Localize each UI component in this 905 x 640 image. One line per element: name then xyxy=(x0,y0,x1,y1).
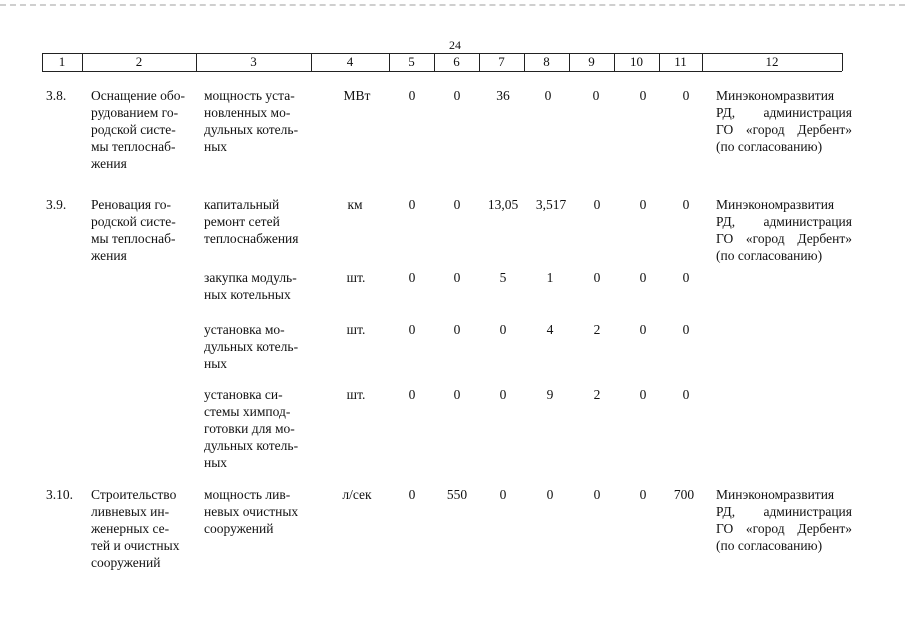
column-header-3: 3 xyxy=(250,54,257,69)
value-cell: 0 xyxy=(639,322,647,337)
executor-line: Минэкономразвития xyxy=(716,487,835,502)
column-header-2: 2 xyxy=(135,54,143,69)
value-cell: 2 xyxy=(593,387,601,402)
scan-edge-dashes xyxy=(0,4,905,6)
value-cell: 0 xyxy=(639,270,647,285)
value-cell: 1 xyxy=(546,270,554,285)
value-cell: 0 xyxy=(544,88,552,103)
executor-line: ГО «город Дербент» xyxy=(716,231,852,246)
value-cell: 9 xyxy=(546,387,554,402)
unit: шт. xyxy=(346,322,366,337)
value-cell: 0 xyxy=(639,197,647,212)
value-cell: 0 xyxy=(593,197,601,212)
unit: шт. xyxy=(346,270,366,285)
value-cell: 0 xyxy=(408,88,416,103)
value-cell: 0 xyxy=(682,88,690,103)
value-cell: 0 xyxy=(408,322,416,337)
column-header-9: 9 xyxy=(588,54,595,69)
value-cell: 0 xyxy=(639,487,647,502)
executor-line: ГО «город Дербент» xyxy=(716,521,852,536)
executor-line: Минэкономразвития xyxy=(716,88,835,103)
page-number: 24 xyxy=(449,38,461,52)
column-header-11: 11 xyxy=(674,54,687,69)
column-header-12: 12 xyxy=(765,54,779,69)
value-cell: 0 xyxy=(408,487,416,502)
value-cell: 550 xyxy=(446,487,468,502)
value-cell: 2 xyxy=(593,322,601,337)
value-cell: 0 xyxy=(453,88,461,103)
executor-line: РД, администрация xyxy=(716,214,852,229)
value-cell: 0 xyxy=(453,322,461,337)
value-cell: 0 xyxy=(546,487,554,502)
column-header-8: 8 xyxy=(543,54,550,69)
executor-line: ГО «город Дербент» xyxy=(716,122,852,137)
column-header-4: 4 xyxy=(346,54,354,69)
column-header-10: 10 xyxy=(630,54,643,69)
value-cell: 0 xyxy=(499,322,507,337)
value-cell: 0 xyxy=(682,270,690,285)
value-cell: 13,05 xyxy=(487,197,519,212)
value-cell: 4 xyxy=(546,322,554,337)
indicator-name: капитальный ремонт сетей теплоснабжения xyxy=(204,197,299,246)
event-name: Строительство ливневых ин- женерных се- тей и очистных сооружений xyxy=(91,487,180,570)
value-cell: 3,517 xyxy=(535,197,567,212)
value-cell: 0 xyxy=(408,197,416,212)
value-cell: 0 xyxy=(499,487,507,502)
event-name: Оснащение обо- рудованием го- родской систе- мы теплоснаб- жения xyxy=(91,88,186,171)
column-header-6: 6 xyxy=(453,54,460,69)
value-cell: 0 xyxy=(639,88,647,103)
column-header-7: 7 xyxy=(498,54,505,69)
executor-line: Минэкономразвития xyxy=(716,197,835,212)
unit: МВт xyxy=(343,88,371,103)
row-number: 3.8. xyxy=(46,88,67,103)
column-header-5: 5 xyxy=(408,54,415,69)
value-cell: 0 xyxy=(408,387,416,402)
unit: л/сек xyxy=(342,487,372,502)
value-cell: 0 xyxy=(593,487,601,502)
indicator-name: мощность уста- новленных мо- дульных котель- ных xyxy=(204,88,299,154)
row-number: 3.9. xyxy=(46,197,67,212)
value-cell: 0 xyxy=(408,270,416,285)
indicator-name: установка мо- дульных котель- ных xyxy=(204,322,299,371)
value-cell: 5 xyxy=(499,270,507,285)
executor-line: (по согласованию) xyxy=(716,248,823,263)
value-cell: 0 xyxy=(593,270,601,285)
indicator-name: мощность лив- невых очистных сооружений xyxy=(204,487,299,536)
event-name: Реновация го- родской систе- мы теплоснаб- жения xyxy=(91,197,176,263)
value-cell: 0 xyxy=(639,387,647,402)
value-cell: 0 xyxy=(682,387,690,402)
unit: км xyxy=(347,197,363,212)
column-header-1: 1 xyxy=(58,54,66,69)
value-cell: 0 xyxy=(453,387,461,402)
executor-line: РД, администрация xyxy=(716,105,852,120)
unit: шт. xyxy=(346,387,366,402)
row-number: 3.10. xyxy=(46,487,73,502)
indicator-name: установка си- стемы химпод- готовки для мо- дульных котель- ных xyxy=(204,387,299,470)
value-cell: 0 xyxy=(682,322,690,337)
header-bottom-rule xyxy=(42,71,842,72)
executor-line: (по согласованию) xyxy=(716,139,823,154)
value-cell: 700 xyxy=(673,487,695,502)
value-cell: 0 xyxy=(453,197,461,212)
value-cell: 0 xyxy=(682,197,690,212)
value-cell: 0 xyxy=(453,270,461,285)
executor-line: РД, администрация xyxy=(716,504,852,519)
value-cell: 36 xyxy=(496,88,510,103)
value-cell: 0 xyxy=(592,88,600,103)
value-cell: 0 xyxy=(499,387,507,402)
indicator-name: закупка модуль- ных котельных xyxy=(204,270,297,302)
executor-line: (по согласованию) xyxy=(716,538,823,553)
col-divider xyxy=(842,53,843,71)
